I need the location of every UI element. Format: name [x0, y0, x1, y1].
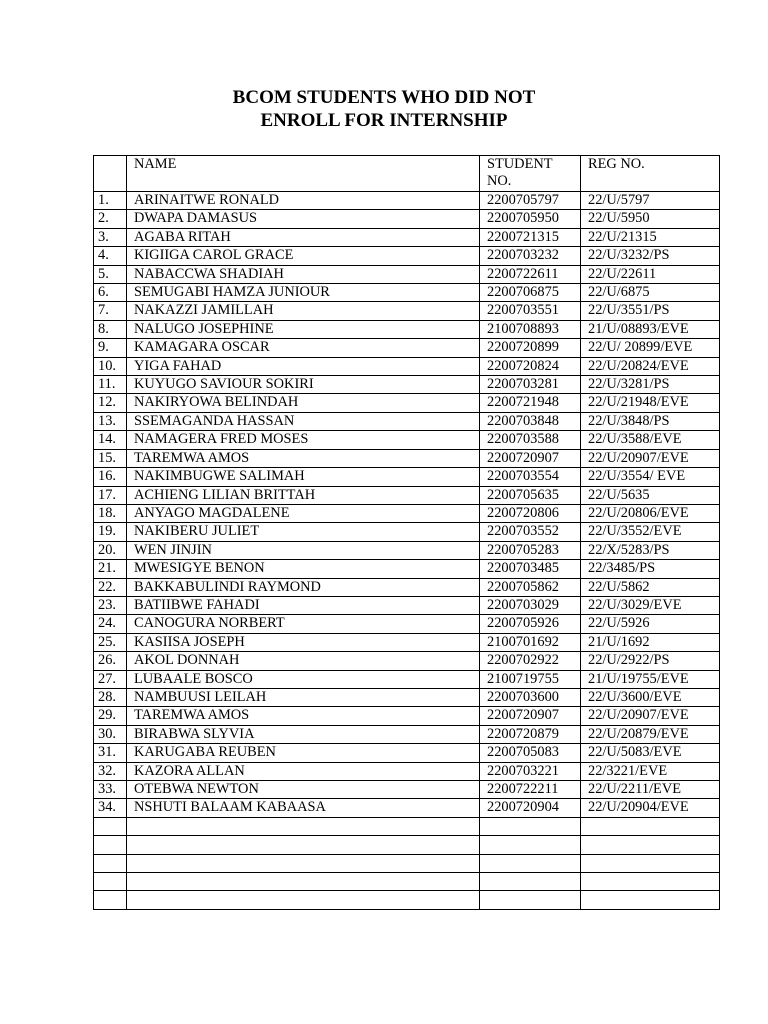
row-number	[94, 872, 127, 890]
table-row	[94, 339, 720, 357]
registration-number: 22/U/3029/EVE	[581, 596, 720, 614]
student-number: 2200720899	[480, 339, 581, 357]
table-row	[94, 799, 720, 817]
student-number: 2200720904	[480, 799, 581, 817]
registration-number: 21/U/19755/EVE	[581, 670, 720, 688]
table-row	[94, 468, 720, 486]
registration-number: 22/U/20806/EVE	[581, 504, 720, 522]
header-reg-no: REG NO.	[581, 156, 720, 192]
row-number: 16.	[94, 468, 127, 486]
row-number: 7.	[94, 302, 127, 320]
table-row	[94, 872, 720, 890]
registration-number: 22/U/3551/PS	[581, 302, 720, 320]
registration-number: 22/U/20907/EVE	[581, 707, 720, 725]
registration-number: 22/3221/EVE	[581, 762, 720, 780]
student-name: ANYAGO MAGDALENE	[127, 504, 480, 522]
registration-number: 22/U/5797	[581, 192, 720, 210]
student-number: 2200703848	[480, 412, 581, 430]
row-number: 25.	[94, 633, 127, 651]
student-number: 2200703281	[480, 376, 581, 394]
row-number: 18.	[94, 504, 127, 522]
student-number: 2200703600	[480, 688, 581, 706]
registration-number: 22/U/21948/EVE	[581, 394, 720, 412]
student-number: 2200702922	[480, 652, 581, 670]
row-number: 4.	[94, 247, 127, 265]
student-number: 2200720907	[480, 449, 581, 467]
registration-number: 22/U/3848/PS	[581, 412, 720, 430]
registration-number: 22/U/5862	[581, 578, 720, 596]
student-name: BIRABWA SLYVIA	[127, 725, 480, 743]
table-row	[94, 836, 720, 854]
registration-number: 22/U/3588/EVE	[581, 431, 720, 449]
student-name: AKOL DONNAH	[127, 652, 480, 670]
row-number: 3.	[94, 228, 127, 246]
table-row	[94, 431, 720, 449]
registration-number	[581, 854, 720, 872]
student-name: ACHIENG LILIAN BRITTAH	[127, 486, 480, 504]
row-number: 31.	[94, 744, 127, 762]
student-name: KUYUGO SAVIOUR SOKIRI	[127, 376, 480, 394]
table-row	[94, 854, 720, 872]
row-number: 34.	[94, 799, 127, 817]
student-name: NABACCWA SHADIAH	[127, 265, 480, 283]
students-table	[93, 155, 720, 910]
table-row	[94, 523, 720, 541]
row-number: 23.	[94, 596, 127, 614]
student-number: 2200703551	[480, 302, 581, 320]
table-row	[94, 652, 720, 670]
registration-number: 22/U/2922/PS	[581, 652, 720, 670]
row-number: 12.	[94, 394, 127, 412]
row-number: 5.	[94, 265, 127, 283]
row-number: 13.	[94, 412, 127, 430]
student-name: KAMAGARA OSCAR	[127, 339, 480, 357]
table-row	[94, 891, 720, 909]
registration-number: 22/U/20904/EVE	[581, 799, 720, 817]
row-number: 2.	[94, 210, 127, 228]
student-number: 2200706875	[480, 284, 581, 302]
row-number: 32.	[94, 762, 127, 780]
table-row	[94, 596, 720, 614]
row-number: 10.	[94, 357, 127, 375]
student-name	[127, 836, 480, 854]
student-number	[480, 854, 581, 872]
student-name: SSEMAGANDA HASSAN	[127, 412, 480, 430]
registration-number: 22/U/20879/EVE	[581, 725, 720, 743]
student-name: OTEBWA NEWTON	[127, 781, 480, 799]
row-number: 14.	[94, 431, 127, 449]
table-row	[94, 265, 720, 283]
student-name	[127, 872, 480, 890]
student-number: 2200720806	[480, 504, 581, 522]
student-number: 2200703588	[480, 431, 581, 449]
header-number	[94, 156, 127, 192]
student-name: KARUGABA REUBEN	[127, 744, 480, 762]
table-body	[94, 192, 720, 910]
student-name: LUBAALE BOSCO	[127, 670, 480, 688]
table-row	[94, 486, 720, 504]
registration-number: 21/U/08893/EVE	[581, 320, 720, 338]
row-number: 1.	[94, 192, 127, 210]
student-name: NSHUTI BALAAM KABAASA	[127, 799, 480, 817]
registration-number: 22/U/2211/EVE	[581, 781, 720, 799]
registration-number	[581, 891, 720, 909]
student-name: NAKIBERU JULIET	[127, 523, 480, 541]
student-number: 2200705283	[480, 541, 581, 559]
student-name: KAZORA ALLAN	[127, 762, 480, 780]
table-row	[94, 670, 720, 688]
row-number: 11.	[94, 376, 127, 394]
registration-number: 22/X/5283/PS	[581, 541, 720, 559]
student-number: 2200705635	[480, 486, 581, 504]
table-row	[94, 412, 720, 430]
student-name: NAKIRYOWA BELINDAH	[127, 394, 480, 412]
row-number: 6.	[94, 284, 127, 302]
row-number: 29.	[94, 707, 127, 725]
student-number: 2200705950	[480, 210, 581, 228]
row-number: 26.	[94, 652, 127, 670]
row-number	[94, 854, 127, 872]
registration-number: 22/U/3552/EVE	[581, 523, 720, 541]
table-row	[94, 247, 720, 265]
student-number: 2200720824	[480, 357, 581, 375]
table-row	[94, 394, 720, 412]
row-number	[94, 891, 127, 909]
table-row	[94, 615, 720, 633]
row-number: 15.	[94, 449, 127, 467]
table-row	[94, 578, 720, 596]
table-row	[94, 633, 720, 651]
student-number: 2200703221	[480, 762, 581, 780]
student-name: BAKKABULINDI RAYMOND	[127, 578, 480, 596]
table-row	[94, 320, 720, 338]
row-number: 24.	[94, 615, 127, 633]
table-row	[94, 449, 720, 467]
table-row	[94, 302, 720, 320]
row-number: 17.	[94, 486, 127, 504]
table-row	[94, 541, 720, 559]
student-name: DWAPA DAMASUS	[127, 210, 480, 228]
row-number: 9.	[94, 339, 127, 357]
student-number: 2200705083	[480, 744, 581, 762]
row-number	[94, 836, 127, 854]
student-number: 2200720907	[480, 707, 581, 725]
row-number: 22.	[94, 578, 127, 596]
student-name	[127, 891, 480, 909]
registration-number: 22/U/5950	[581, 210, 720, 228]
registration-number	[581, 817, 720, 835]
registration-number: 22/U/3281/PS	[581, 376, 720, 394]
table-row	[94, 284, 720, 302]
table-row	[94, 228, 720, 246]
row-number: 30.	[94, 725, 127, 743]
student-number: 2200703029	[480, 596, 581, 614]
row-number: 28.	[94, 688, 127, 706]
registration-number: 22/U/21315	[581, 228, 720, 246]
row-number: 19.	[94, 523, 127, 541]
student-name	[127, 854, 480, 872]
table-row	[94, 707, 720, 725]
student-name: NAMAGERA FRED MOSES	[127, 431, 480, 449]
student-number	[480, 872, 581, 890]
row-number	[94, 817, 127, 835]
registration-number	[581, 836, 720, 854]
student-name: MWESIGYE BENON	[127, 560, 480, 578]
registration-number: 22/U/6875	[581, 284, 720, 302]
student-name: NAMBUUSI LEILAH	[127, 688, 480, 706]
row-number: 21.	[94, 560, 127, 578]
student-number: 2100708893	[480, 320, 581, 338]
registration-number: 22/U/20824/EVE	[581, 357, 720, 375]
student-name: ARINAITWE RONALD	[127, 192, 480, 210]
student-number	[480, 817, 581, 835]
table-row	[94, 817, 720, 835]
table-row	[94, 560, 720, 578]
student-name: YIGA FAHAD	[127, 357, 480, 375]
student-number: 2200703232	[480, 247, 581, 265]
table-row	[94, 376, 720, 394]
student-number: 2200722611	[480, 265, 581, 283]
student-number: 2200705797	[480, 192, 581, 210]
student-name: KASIISA JOSEPH	[127, 633, 480, 651]
registration-number: 22/U/5083/EVE	[581, 744, 720, 762]
registration-number: 21/U/1692	[581, 633, 720, 651]
student-name: SEMUGABI HAMZA JUNIOUR	[127, 284, 480, 302]
table-row	[94, 781, 720, 799]
student-name: TAREMWA AMOS	[127, 707, 480, 725]
registration-number: 22/U/20907/EVE	[581, 449, 720, 467]
student-number: 2200705926	[480, 615, 581, 633]
table-row	[94, 357, 720, 375]
table-row	[94, 210, 720, 228]
registration-number: 22/U/3554/ EVE	[581, 468, 720, 486]
student-number: 2100719755	[480, 670, 581, 688]
student-number: 2200703552	[480, 523, 581, 541]
student-number	[480, 836, 581, 854]
registration-number: 22/U/3600/EVE	[581, 688, 720, 706]
page-title	[0, 86, 768, 132]
table-row	[94, 192, 720, 210]
row-number: 8.	[94, 320, 127, 338]
student-name: WEN JINJIN	[127, 541, 480, 559]
registration-number	[581, 872, 720, 890]
header-name: NAME	[127, 156, 480, 192]
row-number: 27.	[94, 670, 127, 688]
student-name: NAKIMBUGWE SALIMAH	[127, 468, 480, 486]
student-number: 2100701692	[480, 633, 581, 651]
student-name: NALUGO JOSEPHINE	[127, 320, 480, 338]
row-number: 20.	[94, 541, 127, 559]
student-name: NAKAZZI JAMILLAH	[127, 302, 480, 320]
student-name: BATIIBWE FAHADI	[127, 596, 480, 614]
student-name	[127, 817, 480, 835]
student-name: AGABA RITAH	[127, 228, 480, 246]
registration-number: 22/U/ 20899/EVE	[581, 339, 720, 357]
table-row	[94, 725, 720, 743]
registration-number: 22/U/3232/PS	[581, 247, 720, 265]
title-line-1: BCOM STUDENTS WHO DID NOT	[232, 87, 536, 108]
student-name: TAREMWA AMOS	[127, 449, 480, 467]
table-row	[94, 504, 720, 522]
table-row	[94, 762, 720, 780]
student-number: 2200721948	[480, 394, 581, 412]
student-number: 2200703485	[480, 560, 581, 578]
table-row	[94, 688, 720, 706]
title-line-2: ENROLL FOR INTERNSHIP	[260, 110, 508, 131]
header-student-no: STUDENT NO.	[480, 156, 581, 192]
student-number: 2200722211	[480, 781, 581, 799]
table-header-row	[94, 156, 720, 192]
student-number: 2200720879	[480, 725, 581, 743]
student-name: CANOGURA NORBERT	[127, 615, 480, 633]
student-number	[480, 891, 581, 909]
student-number: 2200721315	[480, 228, 581, 246]
registration-number: 22/3485/PS	[581, 560, 720, 578]
student-number: 2200705862	[480, 578, 581, 596]
student-name: KIGIIGA CAROL GRACE	[127, 247, 480, 265]
registration-number: 22/U/5926	[581, 615, 720, 633]
registration-number: 22/U/22611	[581, 265, 720, 283]
student-number: 2200703554	[480, 468, 581, 486]
table-row	[94, 744, 720, 762]
row-number: 33.	[94, 781, 127, 799]
registration-number: 22/U/5635	[581, 486, 720, 504]
